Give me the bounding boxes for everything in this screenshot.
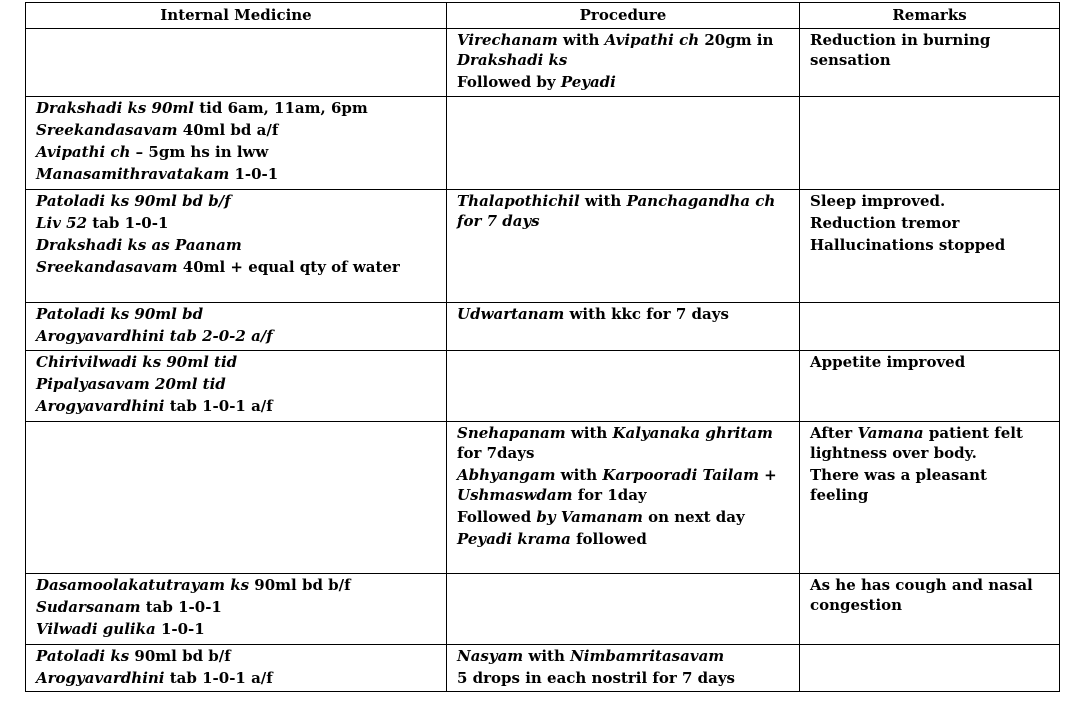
text-segment: Vamana bbox=[857, 424, 924, 442]
table-row bbox=[26, 303, 1060, 351]
text-segment: Followed by bbox=[457, 73, 561, 91]
cell-procedure bbox=[447, 422, 800, 574]
cell-remarks bbox=[800, 303, 1060, 351]
text-segment: 40ml bd a/f bbox=[177, 121, 279, 139]
text-segment: Panchagandha ch for 7 days bbox=[457, 192, 776, 230]
cell-line bbox=[36, 668, 436, 688]
cell-line bbox=[457, 507, 789, 527]
text-segment: Appetite improved bbox=[810, 353, 966, 371]
cell-line bbox=[36, 191, 436, 211]
text-segment: with kkc for 7 days bbox=[564, 305, 729, 323]
text-segment: – 5gm hs in lww bbox=[130, 143, 269, 161]
text-segment: Avipathi ch bbox=[604, 31, 700, 49]
text-segment: Arogyavardhini bbox=[36, 669, 165, 687]
text-segment: Followed bbox=[457, 508, 537, 526]
text-segment: 90ml bd b/f bbox=[249, 576, 351, 594]
text-segment: There was a pleasant feeling bbox=[810, 466, 987, 504]
text-segment: with bbox=[579, 192, 627, 210]
text-segment: Patoladi ks bbox=[36, 647, 130, 665]
text-segment: Sreekandasavam bbox=[36, 121, 178, 139]
cell-internal-medicine bbox=[26, 645, 447, 692]
cell-internal-medicine bbox=[26, 190, 447, 303]
text-segment: on next day bbox=[642, 508, 745, 526]
text-segment: 1-0-1 bbox=[155, 620, 205, 638]
cell-line bbox=[36, 142, 436, 162]
cell-internal-medicine bbox=[26, 303, 447, 351]
cell-line bbox=[457, 646, 789, 666]
cell-line bbox=[36, 396, 436, 416]
text-segment: Drakshadi ks bbox=[457, 51, 568, 69]
cell-line bbox=[457, 30, 789, 70]
text-segment: Pipalyasavam 20ml tid bbox=[36, 375, 226, 393]
cell-procedure bbox=[447, 645, 800, 692]
cell-line bbox=[36, 98, 436, 118]
header-remarks: Remarks bbox=[800, 3, 1060, 29]
text-segment: After bbox=[810, 424, 858, 442]
text-segment: Reduction tremor bbox=[810, 214, 960, 232]
cell-procedure bbox=[447, 351, 800, 422]
text-segment: Sudarsanam bbox=[36, 598, 141, 616]
text-segment: tid 6am, 11am, 6pm bbox=[194, 99, 368, 117]
cell-line bbox=[36, 597, 436, 617]
text-segment: followed bbox=[570, 530, 647, 548]
header-row bbox=[26, 3, 1060, 29]
table-header bbox=[26, 3, 1060, 29]
cell-line bbox=[810, 423, 1049, 463]
cell-line bbox=[457, 529, 789, 549]
text-segment: Virechanam bbox=[457, 31, 558, 49]
table-row bbox=[26, 574, 1060, 645]
cell-line bbox=[36, 326, 436, 346]
cell-internal-medicine bbox=[26, 351, 447, 422]
text-segment: 90ml bd b/f bbox=[129, 647, 231, 665]
cell-line bbox=[810, 30, 1049, 70]
text-segment: Peyadi bbox=[560, 73, 616, 91]
table-row bbox=[26, 29, 1060, 97]
text-segment: tab 1-0-1 a/f bbox=[164, 397, 273, 415]
text-segment: Drakshadi ks 90ml bbox=[36, 99, 195, 117]
cell-line bbox=[36, 575, 436, 595]
text-segment: Avipathi ch bbox=[36, 143, 131, 161]
text-segment: Nimbamritasavam bbox=[570, 647, 725, 665]
cell-line bbox=[457, 668, 789, 688]
cell-line bbox=[36, 374, 436, 394]
cell-remarks bbox=[800, 645, 1060, 692]
header-procedure: Procedure bbox=[447, 3, 800, 29]
cell-line bbox=[810, 575, 1049, 615]
cell-line bbox=[457, 72, 789, 92]
cell-remarks bbox=[800, 29, 1060, 97]
cell-line bbox=[457, 191, 789, 231]
text-segment: 20gm in bbox=[699, 31, 774, 49]
cell-line bbox=[810, 235, 1049, 255]
cell-line bbox=[810, 352, 1049, 372]
cell-internal-medicine bbox=[26, 574, 447, 645]
text-segment: 40ml + equal qty of water bbox=[177, 258, 400, 276]
cell-line bbox=[36, 352, 436, 372]
text-segment: As he has cough and nasal congestion bbox=[810, 576, 1033, 614]
text-segment: Patoladi ks 90ml bd bbox=[36, 305, 204, 323]
cell-procedure bbox=[447, 574, 800, 645]
text-segment: Dasamoolakatutrayam ks bbox=[36, 576, 250, 594]
cell-line bbox=[36, 257, 436, 277]
text-segment: by Vamanam bbox=[536, 508, 643, 526]
text-segment: 5 drops in each nostril for 7 days bbox=[457, 669, 735, 687]
text-segment: with bbox=[557, 31, 605, 49]
cell-line bbox=[457, 423, 789, 463]
cell-line bbox=[810, 213, 1049, 233]
cell-internal-medicine bbox=[26, 97, 447, 190]
cell-line bbox=[36, 235, 436, 255]
text-segment: patient felt lightness over body. bbox=[810, 424, 1023, 462]
text-segment: Manasamithravatakam bbox=[36, 165, 230, 183]
text-segment: Liv 52 bbox=[36, 214, 88, 232]
text-segment: 1-0-1 bbox=[229, 165, 279, 183]
cell-line bbox=[36, 646, 436, 666]
text-segment: tab 1-0-1 a/f bbox=[164, 669, 273, 687]
text-segment: Drakshadi ks as Paanam bbox=[36, 236, 242, 254]
cell-line bbox=[36, 120, 436, 140]
text-segment: Karpooradi Tailam + Ushmaswdam bbox=[457, 466, 777, 504]
header-internal-medicine: Internal Medicine bbox=[26, 3, 447, 29]
table-row bbox=[26, 190, 1060, 303]
cell-line bbox=[36, 304, 436, 324]
text-segment: Snehapanam bbox=[457, 424, 566, 442]
text-segment: for 1day bbox=[572, 486, 647, 504]
cell-line bbox=[457, 465, 789, 505]
cell-remarks bbox=[800, 422, 1060, 574]
text-segment: with bbox=[523, 647, 571, 665]
cell-internal-medicine bbox=[26, 422, 447, 574]
cell-line bbox=[36, 619, 436, 639]
text-segment: Sreekandasavam bbox=[36, 258, 178, 276]
cell-line bbox=[36, 164, 436, 184]
text-segment: Arogyavardhini bbox=[36, 397, 165, 415]
text-segment: for 7days bbox=[457, 444, 535, 462]
text-segment: Udwartanam bbox=[457, 305, 565, 323]
table-row bbox=[26, 97, 1060, 190]
text-segment: Vilwadi gulika bbox=[36, 620, 156, 638]
cell-remarks bbox=[800, 351, 1060, 422]
cell-line bbox=[810, 191, 1049, 211]
text-segment: with bbox=[555, 466, 603, 484]
text-segment: Patoladi ks 90ml bd b/f bbox=[36, 192, 231, 210]
text-segment: Peyadi krama bbox=[457, 530, 571, 548]
treatment-table bbox=[25, 2, 1060, 692]
text-segment: Nasyam bbox=[457, 647, 524, 665]
text-segment: with bbox=[565, 424, 613, 442]
cell-line bbox=[36, 213, 436, 233]
cell-procedure bbox=[447, 190, 800, 303]
table-row bbox=[26, 422, 1060, 574]
cell-procedure bbox=[447, 29, 800, 97]
text-segment: Chirivilwadi ks 90ml tid bbox=[36, 353, 238, 371]
cell-line bbox=[810, 465, 1049, 505]
text-segment: tab 1-0-1 bbox=[87, 214, 169, 232]
text-segment: Abhyangam bbox=[457, 466, 556, 484]
cell-procedure bbox=[447, 303, 800, 351]
cell-internal-medicine bbox=[26, 29, 447, 97]
text-segment: tab 1-0-1 bbox=[140, 598, 222, 616]
cell-remarks bbox=[800, 574, 1060, 645]
text-segment: Kalyanaka ghritam bbox=[612, 424, 773, 442]
text-segment: Sleep improved. bbox=[810, 192, 946, 210]
table-body bbox=[26, 29, 1060, 692]
table-row bbox=[26, 645, 1060, 692]
text-segment: Reduction in burning sensation bbox=[810, 31, 991, 69]
text-segment: Thalapothichil bbox=[457, 192, 580, 210]
cell-remarks bbox=[800, 190, 1060, 303]
text-segment: Arogyavardhini tab 2-0-2 a/f bbox=[36, 327, 273, 345]
cell-procedure bbox=[447, 97, 800, 190]
cell-remarks bbox=[800, 97, 1060, 190]
cell-line bbox=[457, 304, 789, 324]
text-segment: Hallucinations stopped bbox=[810, 236, 1006, 254]
table-row bbox=[26, 351, 1060, 422]
